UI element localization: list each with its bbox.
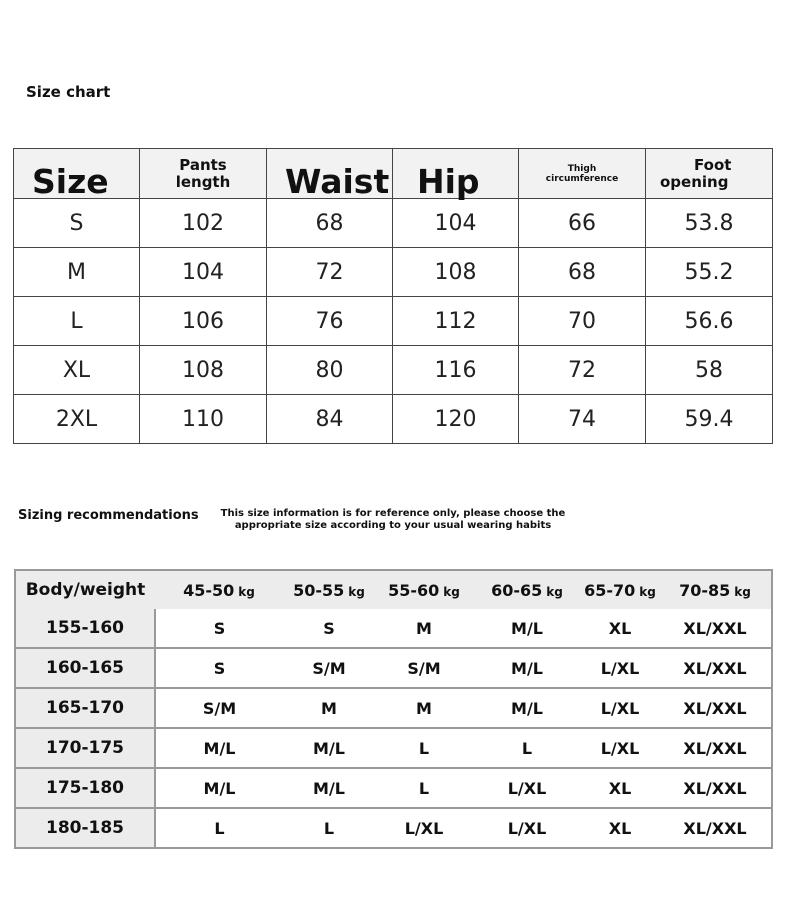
height-row: [15, 728, 772, 768]
size-label-cell: S: [14, 199, 140, 248]
recommended-size-cell: S/M: [155, 688, 283, 728]
height-range-cell: 165-170: [15, 688, 155, 728]
height-range-cell: 160-165: [15, 648, 155, 688]
header-waist: Waist: [267, 149, 393, 199]
recommended-size-cell: M/L: [473, 688, 581, 728]
size-chart-title: Size chart: [26, 83, 111, 101]
recommended-size-cell: S/M: [375, 648, 473, 688]
height-row: [15, 609, 772, 648]
weight-range-label: 70-85: [679, 580, 731, 600]
sizing-recommendations-title: Sizing recommendations: [18, 508, 199, 523]
measurement-cell: 80: [267, 346, 393, 395]
measurement-cell: 104: [140, 248, 267, 297]
header-foot-opening: Foot opening: [646, 149, 773, 199]
recommended-size-cell: L/XL: [581, 728, 659, 768]
height-range-cell: 180-185: [15, 808, 155, 848]
measurement-cell: 112: [393, 297, 519, 346]
measurement-cell: 59.4: [646, 395, 773, 444]
weight-range-label: 45-50: [183, 580, 235, 600]
recommended-size-cell: XL: [581, 808, 659, 848]
recommended-size-cell: S: [283, 609, 375, 648]
measurement-cell: 84: [267, 395, 393, 444]
measurement-cell: 108: [140, 346, 267, 395]
recommended-size-cell: XL/XXL: [659, 728, 772, 768]
recommended-size-cell: M/L: [155, 768, 283, 808]
sizing-recommendations-table: [14, 569, 773, 849]
measurement-cell: 76: [267, 297, 393, 346]
measurement-cell: 70: [519, 297, 646, 346]
recommended-size-cell: M/L: [155, 728, 283, 768]
measurement-cell: 53.8: [646, 199, 773, 248]
recommended-size-cell: XL/XXL: [659, 808, 772, 848]
size-row: [14, 297, 773, 346]
height-range-cell: 170-175: [15, 728, 155, 768]
measurement-cell: 106: [140, 297, 267, 346]
weight-unit: kg: [443, 584, 460, 599]
weight-range-label: 60-65: [491, 580, 543, 600]
measurement-cell: 58: [646, 346, 773, 395]
size-row: [14, 346, 773, 395]
recommended-size-cell: S: [155, 609, 283, 648]
height-row: [15, 688, 772, 728]
measurement-cell: 55.2: [646, 248, 773, 297]
recommended-size-cell: M: [283, 688, 375, 728]
recommended-size-cell: S/M: [283, 648, 375, 688]
header-hip: Hip: [393, 149, 519, 199]
measurement-cell: 120: [393, 395, 519, 444]
weight-range-header: [581, 570, 659, 609]
recommended-size-cell: L/XL: [581, 688, 659, 728]
measurement-cell: 66: [519, 199, 646, 248]
recommended-size-cell: M/L: [473, 648, 581, 688]
height-range-cell: 175-180: [15, 768, 155, 808]
measurement-cell: 102: [140, 199, 267, 248]
size-label-cell: 2XL: [14, 395, 140, 444]
recommended-size-cell: L: [155, 808, 283, 848]
size-label-cell: M: [14, 248, 140, 297]
recommended-size-cell: L: [375, 728, 473, 768]
measurement-cell: 72: [519, 346, 646, 395]
reference-note: This size information is for reference only, please choose the appropriate size according to your usual wearing habits: [220, 508, 566, 531]
recommended-size-cell: L: [283, 808, 375, 848]
size-chart-header-row: [14, 149, 773, 199]
weight-unit: kg: [238, 584, 255, 599]
size-label-cell: L: [14, 297, 140, 346]
size-label-cell: XL: [14, 346, 140, 395]
recommended-size-cell: L/XL: [473, 768, 581, 808]
weight-range-header: [659, 570, 772, 609]
weight-range-label: 65-70: [584, 580, 636, 600]
recommended-size-cell: L/XL: [375, 808, 473, 848]
weight-unit: kg: [546, 584, 563, 599]
header-size: Size: [14, 149, 140, 199]
size-chart-table: [13, 148, 773, 444]
weight-range-header: [375, 570, 473, 609]
height-row: [15, 768, 772, 808]
measurement-cell: 72: [267, 248, 393, 297]
recommended-size-cell: XL/XXL: [659, 648, 772, 688]
weight-range-label: 55-60: [388, 580, 440, 600]
height-range-cell: 155-160: [15, 609, 155, 648]
size-row: [14, 395, 773, 444]
size-row: [14, 248, 773, 297]
weight-range-header: [473, 570, 581, 609]
weight-unit: kg: [734, 584, 751, 599]
measurement-cell: 68: [519, 248, 646, 297]
measurement-cell: 74: [519, 395, 646, 444]
measurement-cell: 116: [393, 346, 519, 395]
measurement-cell: 68: [267, 199, 393, 248]
recommended-size-cell: L/XL: [581, 648, 659, 688]
size-row: [14, 199, 773, 248]
header-thigh-circumference: Thigh circumference: [519, 149, 646, 199]
recommended-size-cell: M/L: [283, 768, 375, 808]
weight-unit: kg: [348, 584, 365, 599]
recommended-size-cell: XL: [581, 609, 659, 648]
recommended-size-cell: M/L: [473, 609, 581, 648]
weight-range-label: 50-55: [293, 580, 345, 600]
recommended-size-cell: M: [375, 609, 473, 648]
recommended-size-cell: M: [375, 688, 473, 728]
height-row: [15, 648, 772, 688]
measurement-cell: 108: [393, 248, 519, 297]
recommended-size-cell: S: [155, 648, 283, 688]
header-pants-length: Pants length: [140, 149, 267, 199]
body-weight-header: Body/weight: [15, 570, 155, 609]
recommended-size-cell: XL: [581, 768, 659, 808]
recommended-size-cell: L: [375, 768, 473, 808]
recommended-size-cell: L: [473, 728, 581, 768]
recommended-size-cell: M/L: [283, 728, 375, 768]
recommended-size-cell: XL/XXL: [659, 688, 772, 728]
measurement-cell: 110: [140, 395, 267, 444]
height-row: [15, 808, 772, 848]
weight-range-header: [283, 570, 375, 609]
measurement-cell: 56.6: [646, 297, 773, 346]
weight-unit: kg: [639, 584, 656, 599]
recommended-size-cell: XL/XXL: [659, 609, 772, 648]
recommended-size-cell: L/XL: [473, 808, 581, 848]
recommended-size-cell: XL/XXL: [659, 768, 772, 808]
weight-header-row: [15, 570, 772, 609]
measurement-cell: 104: [393, 199, 519, 248]
weight-range-header: [155, 570, 283, 609]
